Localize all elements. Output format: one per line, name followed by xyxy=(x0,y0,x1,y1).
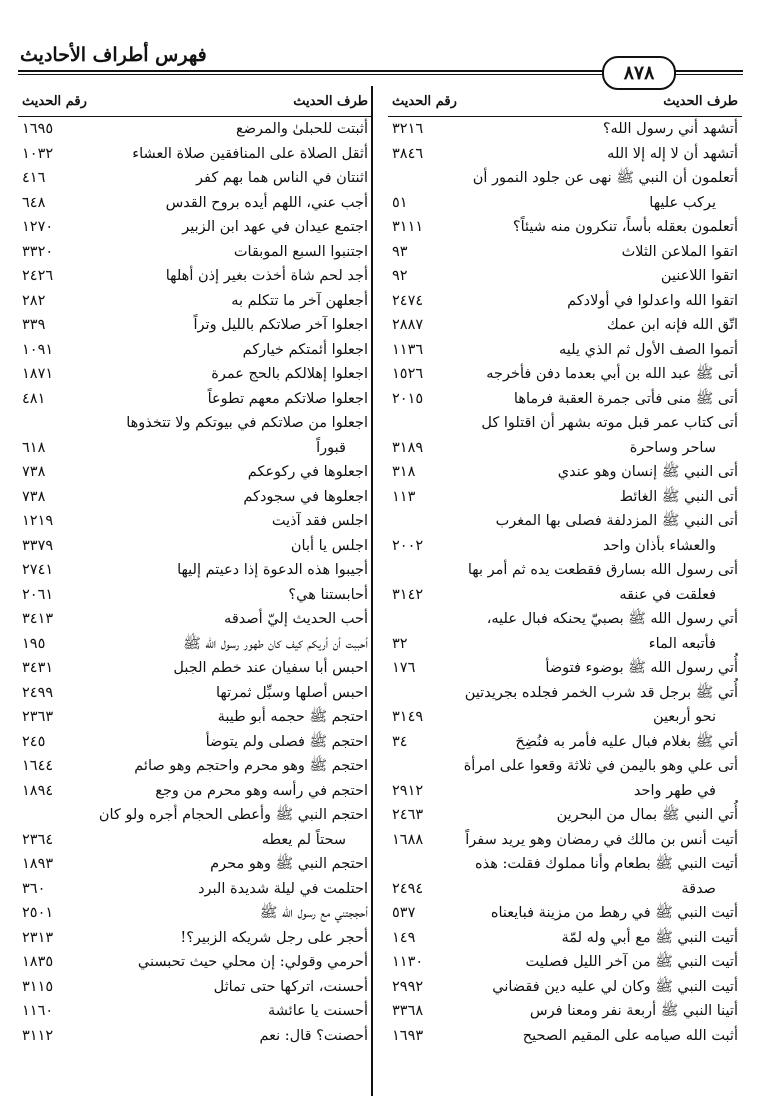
hadith-excerpt: أثبتت للحبلىٰ والمرضع xyxy=(236,121,368,137)
index-entry xyxy=(388,117,742,142)
hadith-excerpt: اتقوا الملاعن الثلاث xyxy=(621,243,738,260)
hadith-number: ٣١١١ xyxy=(392,219,424,235)
hadith-excerpt: صدقة xyxy=(681,880,716,897)
hadith-number: ٢٤٩٤ xyxy=(392,880,424,897)
hadith-number: ١٠٩١ xyxy=(22,341,54,358)
hadith-excerpt: أجب عني، اللهم أيده بروح القدس xyxy=(165,194,368,211)
index-entry xyxy=(18,215,372,240)
hadith-excerpt: اجلس يا أبان xyxy=(290,537,368,554)
hadith-excerpt: احتجم النبي ﷺ وأعطى الحجام أجره ولو كان xyxy=(98,807,368,823)
index-entry xyxy=(18,460,372,485)
index-entry xyxy=(18,656,372,681)
column-header-number-label: رقم الحديث xyxy=(392,94,457,109)
hadith-number: ١٨٩٣ xyxy=(22,856,54,872)
page-header-title: فهرس أطراف الأحاديث xyxy=(20,44,207,66)
hadith-excerpt: أتى علي وهو باليمن في ثلاثة وقعوا على امرأة xyxy=(463,758,738,774)
index-entry xyxy=(18,436,372,461)
hadith-number: ٣١٨ xyxy=(392,464,416,480)
hadith-number: ٦٤٨ xyxy=(22,194,46,211)
hadith-number: ٢٠٠٢ xyxy=(392,537,424,554)
hadith-excerpt: يركب عليها xyxy=(649,194,716,211)
hadith-excerpt: احتجم في رأسه وهو محرم من وجع xyxy=(155,782,368,799)
column-header-number-label: رقم الحديث xyxy=(22,94,87,109)
index-entry xyxy=(18,999,372,1024)
index-entry xyxy=(18,975,372,1000)
hadith-excerpt: ساحر وساحرة xyxy=(629,439,716,456)
index-entry xyxy=(388,877,742,902)
index-entry xyxy=(388,240,742,265)
hadith-excerpt: قبوراً xyxy=(316,439,346,456)
hadith-number: ٣١١٢ xyxy=(22,1027,54,1044)
entry-list xyxy=(388,117,742,1048)
index-entry xyxy=(388,681,742,706)
hadith-excerpt: أتينا النبي ﷺ أربعة نفر ومعنا فرس xyxy=(529,1003,738,1019)
hadith-excerpt: احتلمت في ليلة شديدة البرد xyxy=(198,880,368,897)
hadith-number: ٢٠١٥ xyxy=(392,390,424,407)
index-entry xyxy=(388,215,742,240)
hadith-excerpt: أحب الحديث إليّ أصدقه xyxy=(224,611,368,627)
hadith-number: ٢٤٦٣ xyxy=(392,807,424,823)
hadith-excerpt: أتى ﷺ منى فأتى جمرة العقبة فرماها xyxy=(513,390,738,407)
hadith-excerpt: أتى ﷺ عبد الله بن أبي بعدما دفن فأخرجه xyxy=(486,366,738,382)
hadith-excerpt: سحتاً لم يعطه xyxy=(261,831,346,848)
hadith-number: ٦١٨ xyxy=(22,439,46,456)
index-entry xyxy=(18,289,372,314)
hadith-number: ١٨٣٥ xyxy=(22,954,54,970)
index-entry xyxy=(388,534,742,559)
hadith-excerpt: اجلس فقد آذيت xyxy=(271,513,368,529)
hadith-excerpt: اثنتان في الناس هما بهم كفر xyxy=(196,170,368,186)
hadith-excerpt: أتى النبي ﷺ الغائط xyxy=(619,488,738,505)
hadith-excerpt: أتي رسول الله ﷺ بصبيّ يحنكه فبال عليه، xyxy=(486,611,738,627)
index-entry xyxy=(18,632,372,657)
hadith-number: ٣٣٦٨ xyxy=(392,1003,424,1019)
hadith-excerpt: احتجم ﷺ حجمه أبو طيبة xyxy=(217,709,368,725)
index-entry xyxy=(388,191,742,216)
hadith-excerpt: أثقل الصلاة على المنافقين صلاة العشاء xyxy=(132,145,368,162)
index-entry xyxy=(388,901,742,926)
index-entry xyxy=(388,730,742,755)
index-entry xyxy=(388,558,742,583)
hadith-excerpt: اتقوا اللاعنين xyxy=(660,268,738,284)
index-entry xyxy=(388,828,742,853)
hadith-excerpt: اجعلوا أئمتكم خياركم xyxy=(242,341,368,358)
hadith-excerpt: أتعلمون أن النبي ﷺ نهى عن جلود النمور أن xyxy=(472,170,738,186)
hadith-number: ٣٤١٣ xyxy=(22,611,54,627)
hadith-excerpt: أجعلهن آخر ما تتكلم به xyxy=(231,292,368,309)
hadith-excerpt: أحرمي وقولي: إن محلي حيث تحبسني xyxy=(137,954,368,970)
index-entry xyxy=(388,142,742,167)
index-entry xyxy=(388,166,742,191)
hadith-excerpt: اجعلوا إهلالكم بالحج عمرة xyxy=(211,366,368,382)
hadith-number: ٩٣ xyxy=(392,243,408,260)
hadith-excerpt: أُتي رسول الله ﷺ بوضوء فتوضأ xyxy=(545,660,738,676)
hadith-number: ١١٣٦ xyxy=(392,341,424,358)
hadith-excerpt: أحسنت، اتركها حتى تماثل xyxy=(213,978,368,995)
index-entry xyxy=(18,240,372,265)
hadith-number: ١١٦٠ xyxy=(22,1003,54,1019)
hadith-number: ١٦٨٨ xyxy=(392,831,424,848)
hadith-number: ١٠٣٢ xyxy=(22,145,54,162)
hadith-number: ٢٩١٢ xyxy=(392,782,424,799)
index-entry xyxy=(18,828,372,853)
index-entry xyxy=(18,803,372,828)
hadith-excerpt: احتجم ﷺ فصلى ولم يتوضأ xyxy=(205,733,368,750)
hadith-number: ٢٧٤١ xyxy=(22,562,54,578)
hadith-number: ٣٣٢٠ xyxy=(22,243,54,260)
hadith-number: ٥٣٧ xyxy=(392,905,416,921)
hadith-excerpt: أتشهد أن لا إله إلا الله xyxy=(607,145,738,162)
hadith-number: ٣١٨٩ xyxy=(392,439,424,456)
index-entry xyxy=(18,191,372,216)
hadith-number: ٢٨٨٧ xyxy=(392,317,424,333)
index-entry xyxy=(18,509,372,534)
index-entry xyxy=(388,411,742,436)
hadith-number: ١٦٤٤ xyxy=(22,758,54,774)
index-entry xyxy=(18,681,372,706)
index-entry xyxy=(18,362,372,387)
index-entry xyxy=(388,607,742,632)
column-header-text-label: طرف الحديث xyxy=(663,94,738,109)
hadith-excerpt: أتيت النبي ﷺ من آخر الليل فصليت xyxy=(525,954,738,970)
index-entry xyxy=(18,779,372,804)
hadith-excerpt: أتيت النبي ﷺ في رهط من مزينة فبايعناه xyxy=(490,905,738,921)
index-entry xyxy=(18,950,372,975)
index-entry xyxy=(18,607,372,632)
index-entry xyxy=(388,852,742,877)
index-entry xyxy=(18,142,372,167)
column-header xyxy=(388,88,742,117)
header-rule xyxy=(18,74,662,75)
hadith-excerpt: اجعلوها في سجودكم xyxy=(243,488,368,505)
hadith-number: ٣٦٠ xyxy=(22,880,46,897)
hadith-number: ٣١٤٩ xyxy=(392,709,424,725)
hadith-excerpt: أحببت أن أريكم كيف كان طهور رسول الله ﷺ xyxy=(183,635,368,652)
hadith-excerpt: والعشاء بأذان واحد xyxy=(602,537,716,554)
page-number: ٨٧٨ xyxy=(602,56,676,90)
hadith-number: ٢٤٢٦ xyxy=(22,268,54,284)
index-entry xyxy=(388,485,742,510)
hadith-excerpt: أجيبوا هذه الدعوة إذا دعيتم إليها xyxy=(177,562,368,578)
hadith-excerpt: أتى رسول الله بسارق فقطعت يده ثم أمر بها xyxy=(467,562,738,578)
index-entry xyxy=(388,289,742,314)
index-entry xyxy=(18,485,372,510)
index-entry xyxy=(388,460,742,485)
hadith-number: ١١٣٠ xyxy=(392,954,424,970)
index-entry xyxy=(18,852,372,877)
hadith-number: ٢٥٠١ xyxy=(22,905,54,921)
hadith-number: ٣٤ xyxy=(392,733,408,750)
column-header-text-label: طرف الحديث xyxy=(293,94,368,109)
index-entry xyxy=(388,509,742,534)
index-entry xyxy=(18,387,372,412)
hadith-excerpt: فأتبعه الماء xyxy=(648,635,716,652)
hadith-number: ١٢١٩ xyxy=(22,513,54,529)
hadith-number: ١٢٧٠ xyxy=(22,219,54,235)
index-entry xyxy=(388,1024,742,1049)
hadith-excerpt: احبس أصلها وسبِّل ثمرتها xyxy=(216,684,368,701)
hadith-excerpt: أتعلمون بعقله بأساً، تنكرون منه شيئاً؟ xyxy=(512,219,738,235)
hadith-excerpt: أتي ﷺ بغلام فبال عليه فأمر به فنُضِحَ xyxy=(515,733,738,750)
hadith-excerpt: أُتي النبي ﷺ بمال من البحرين xyxy=(556,807,738,823)
hadith-number: ١٨٧١ xyxy=(22,366,54,382)
hadith-number: ٧٣٨ xyxy=(22,488,46,505)
hadith-excerpt: اجعلوا صلاتكم معهم تطوعاً xyxy=(207,390,368,407)
hadith-excerpt: اجتنبوا السبع الموبقات xyxy=(233,243,368,260)
hadith-excerpt: أحسنت يا عائشة xyxy=(267,1003,368,1019)
hadith-number: ٢٨٢ xyxy=(22,292,46,309)
hadith-number: ٤١٦ xyxy=(22,170,46,186)
index-entry xyxy=(388,436,742,461)
hadith-excerpt: في طهر واحد xyxy=(633,782,716,799)
column-header xyxy=(18,88,372,117)
index-entry xyxy=(18,1024,372,1049)
hadith-number: ٣٣٩ xyxy=(22,317,46,333)
right-column xyxy=(388,88,742,1048)
hadith-number: ١٧٦ xyxy=(392,660,416,676)
index-entry xyxy=(18,754,372,779)
index-entry xyxy=(18,730,372,755)
hadith-number: ٤٨١ xyxy=(22,390,46,407)
hadith-excerpt: أتموا الصف الأول ثم الذي يليه xyxy=(559,341,738,358)
index-entry xyxy=(388,264,742,289)
hadith-excerpt: اجعلوا من صلاتكم في بيوتكم ولا تتخذوها xyxy=(126,415,368,431)
index-entry xyxy=(388,656,742,681)
hadith-number: ٢٤٩٩ xyxy=(22,684,54,701)
hadith-number: ١١٣ xyxy=(392,488,416,505)
hadith-number: ٣٨٤٦ xyxy=(392,145,424,162)
hadith-excerpt: احبس أبا سفيان عند خطم الجبل xyxy=(173,660,368,676)
hadith-number: ١٦٩٣ xyxy=(392,1027,424,1044)
hadith-number: ٢٠٦١ xyxy=(22,586,54,603)
hadith-number: ٢٤٧٤ xyxy=(392,292,424,309)
index-entry xyxy=(388,583,742,608)
hadith-number: ٣٢ xyxy=(392,635,408,652)
index-entry xyxy=(388,313,742,338)
index-entry xyxy=(388,754,742,779)
hadith-number: ٧٣٨ xyxy=(22,464,46,480)
hadith-excerpt: أُتي ﷺ برجل قد شرب الخمر فجلده بجريدتين xyxy=(464,684,738,701)
hadith-excerpt: أثبت الله صيامه على المقيم الصحيح xyxy=(522,1027,738,1044)
hadith-number: ٢٣٦٤ xyxy=(22,831,54,848)
hadith-excerpt: أحجر على رجل شريكه الزبير؟! xyxy=(180,929,368,946)
header-rule xyxy=(18,70,662,72)
index-entry xyxy=(388,779,742,804)
hadith-excerpt: أتيت النبي ﷺ مع أبي وله لمّة xyxy=(561,929,738,946)
index-entry xyxy=(388,975,742,1000)
index-entry xyxy=(18,313,372,338)
hadith-excerpt: اجتمع عيدان في عهد ابن الزبير xyxy=(182,219,368,235)
index-entry xyxy=(18,166,372,191)
hadith-excerpt: اجعلوا آخر صلاتكم بالليل وتراً xyxy=(193,317,368,333)
hadith-excerpt: احتجم ﷺ وهو محرم واحتجم وهو صائم xyxy=(134,758,368,774)
hadith-number: ٢٣٦٣ xyxy=(22,709,54,725)
index-entry xyxy=(18,705,372,730)
hadith-excerpt: أتيت النبي ﷺ بطعام وأنا مملوك فقلت: هذه xyxy=(475,856,738,872)
hadith-number: ١٤٩ xyxy=(392,929,416,946)
index-entry xyxy=(388,338,742,363)
hadith-number: ١٩٥ xyxy=(22,635,46,652)
index-entry xyxy=(18,901,372,926)
hadith-excerpt: نحو أربعين xyxy=(653,709,716,725)
hadith-excerpt: اتقوا الله واعدلوا في أولادكم xyxy=(567,292,738,309)
index-entry xyxy=(388,950,742,975)
index-entry xyxy=(18,534,372,559)
hadith-excerpt: احتجم النبي ﷺ وهو محرم xyxy=(210,856,368,872)
header-rule xyxy=(669,70,743,72)
index-entry xyxy=(18,264,372,289)
entry-list xyxy=(18,117,372,1048)
hadith-number: ٣٣٧٩ xyxy=(22,537,54,554)
index-entry xyxy=(388,387,742,412)
index-entry xyxy=(18,583,372,608)
index-entry xyxy=(388,632,742,657)
hadith-excerpt: أحابستنا هي؟ xyxy=(288,586,368,603)
hadith-excerpt: اجعلوها في ركوعكم xyxy=(247,464,368,480)
hadith-excerpt: فعلقت في عنقه xyxy=(619,586,716,603)
left-column xyxy=(18,88,372,1048)
index-entry xyxy=(18,411,372,436)
index-entry xyxy=(18,877,372,902)
index-entry xyxy=(388,705,742,730)
hadith-number: ٥١ xyxy=(392,194,408,211)
index-entry xyxy=(388,999,742,1024)
hadith-number: ٢٣١٣ xyxy=(22,929,54,946)
index-entry xyxy=(388,926,742,951)
hadith-excerpt: أحججتني مع رسول الله ﷺ xyxy=(259,905,368,921)
hadith-excerpt: أتيت أنس بن مالك في رمضان وهو يريد سفراً xyxy=(465,831,738,848)
index-entry xyxy=(18,558,372,583)
hadith-number: ٣٤٣١ xyxy=(22,660,54,676)
hadith-excerpt: أحصنت؟ قال: نعم xyxy=(259,1027,368,1044)
index-entry xyxy=(18,117,372,142)
hadith-number: ٣١١٥ xyxy=(22,978,54,995)
hadith-number: ٢٩٩٢ xyxy=(392,978,424,995)
hadith-number: ٢٤٥ xyxy=(22,733,46,750)
hadith-excerpt: أتى النبي ﷺ المزدلفة فصلى بها المغرب xyxy=(495,513,738,529)
hadith-number: ٣٢١٦ xyxy=(392,121,424,137)
hadith-excerpt: أتيت النبي ﷺ وكان لي عليه دين فقضاني xyxy=(492,978,738,995)
hadith-number: ١٦٩٥ xyxy=(22,121,54,137)
hadith-excerpt: أتشهد أني رسول الله؟ xyxy=(602,121,738,137)
hadith-number: ١٨٩٤ xyxy=(22,782,54,799)
hadith-excerpt: أتى كتاب عمر قبل موته بشهر أن اقتلوا كل xyxy=(481,415,738,431)
hadith-number: ٩٢ xyxy=(392,268,408,284)
header-rule xyxy=(669,74,743,75)
hadith-number: ٣١٤٢ xyxy=(392,586,424,603)
hadith-excerpt: اتّق الله فإنه ابن عمك xyxy=(606,317,738,333)
hadith-number: ١٥٢٦ xyxy=(392,366,424,382)
index-entry xyxy=(388,362,742,387)
hadith-excerpt: أتى النبي ﷺ إنسان وهو عندي xyxy=(557,464,738,480)
index-entry xyxy=(388,803,742,828)
index-entry xyxy=(18,338,372,363)
hadith-excerpt: أجد لحم شاة أخذت بغير إذن أهلها xyxy=(165,268,368,284)
index-entry xyxy=(18,926,372,951)
